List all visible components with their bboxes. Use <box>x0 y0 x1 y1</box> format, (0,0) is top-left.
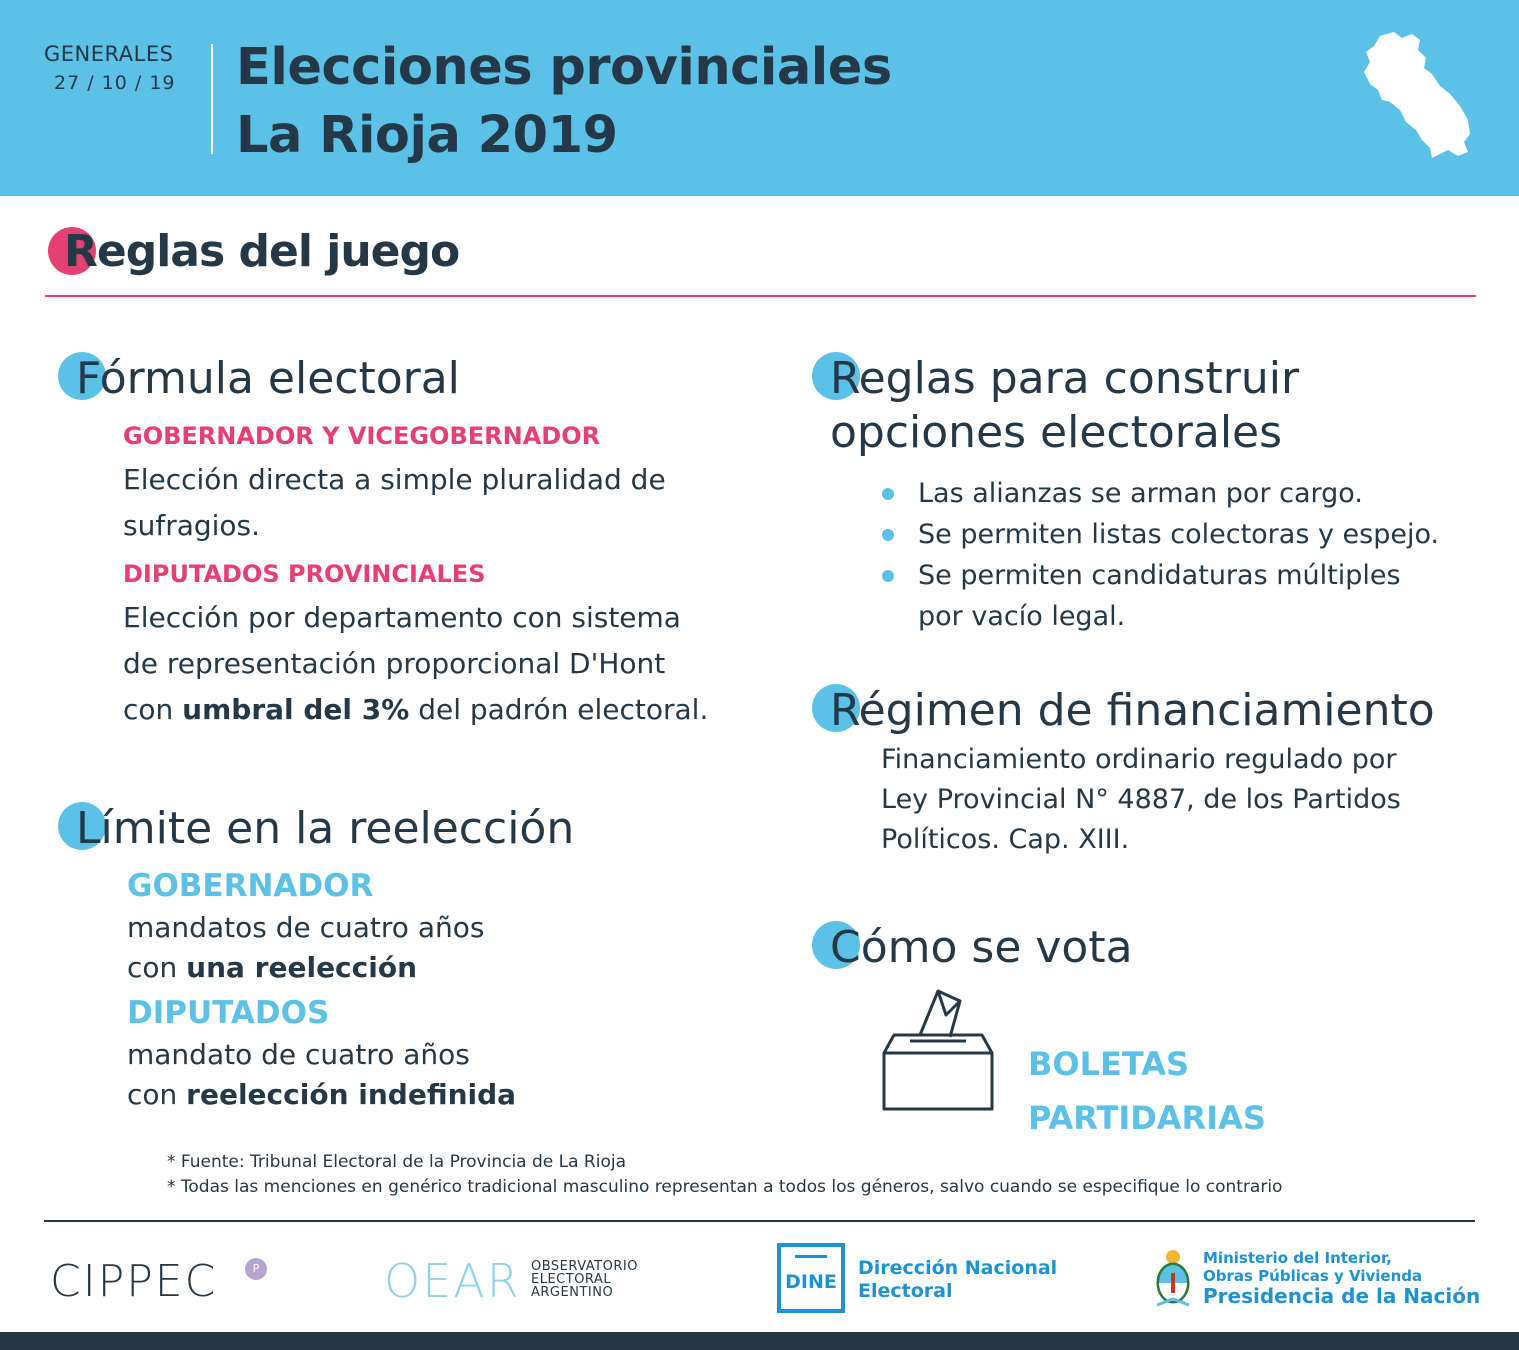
reelection-deputies-label: DIPUTADOS <box>127 995 330 1031</box>
page-title-line1: Elecciones provinciales <box>236 38 892 97</box>
footnote-gender: * Todas las menciones en genérico tradicional masculino representan a todos los géneros, salvo cuando se especifique lo contrario <box>167 1177 1283 1197</box>
financing-title: Régimen de financiamiento <box>830 685 1435 736</box>
list-item-continuation: por vacío legal. <box>918 601 1126 632</box>
rules-heading: Reglas del juego <box>64 226 460 277</box>
reelection-governor-line1: mandatos de cuatro años <box>127 911 485 944</box>
formula-deputies-line2: de representación proporcional D'Hont <box>123 647 666 680</box>
dine-logo: DINE <box>777 1243 845 1313</box>
oear-logo: OEAR <box>384 1254 521 1308</box>
footer-band <box>0 1332 1519 1350</box>
page-title-line2: La Rioja 2019 <box>236 106 618 165</box>
financing-line2: Ley Provincial N° 4887, de los Partidos <box>881 784 1401 815</box>
heading-divider <box>45 295 1476 297</box>
reelection-deputies-line2: con reelección indefinida <box>127 1078 517 1111</box>
options-title-line1: Reglas para construir <box>830 353 1300 404</box>
financing-line1: Financiamiento ordinario regulado por <box>881 744 1397 775</box>
formula-governor-label: GOBERNADOR Y VICEGOBERNADOR <box>123 422 601 450</box>
threshold-highlight: umbral del 3% <box>182 693 410 726</box>
formula-title: Fórmula electoral <box>76 353 460 404</box>
options-title-line2: opciones electorales <box>830 407 1283 458</box>
reelection-title: Límite en la reelección <box>76 803 575 854</box>
reelection-governor-label: GOBERNADOR <box>127 868 374 904</box>
list-item: Se permiten listas colectoras y espejo. <box>880 514 1500 555</box>
bullet-icon <box>882 529 894 541</box>
footnote-source: * Fuente: Tribunal Electoral de la Provincia de La Rioja <box>167 1152 627 1172</box>
cippec-badge-icon: P <box>245 1258 267 1280</box>
national-coat-of-arms-icon <box>1151 1247 1195 1309</box>
oear-logo-subtitle: OBSERVATORIO ELECTORAL ARGENTINO <box>531 1259 638 1300</box>
list-item: Las alianzas se arman por cargo. <box>880 473 1500 514</box>
formula-deputies-label: DIPUTADOS PROVINCIALES <box>123 560 486 588</box>
dine-logo-bar <box>795 1255 827 1258</box>
footer-divider <box>44 1220 1475 1222</box>
ballot-box-icon <box>880 985 1000 1113</box>
la-rioja-map-icon <box>1360 28 1475 160</box>
cippec-logo: CIPPEC <box>50 1256 218 1307</box>
dine-name: Dirección Nacional Electoral <box>858 1257 1058 1302</box>
election-type: GENERALES <box>44 42 174 66</box>
header-banner <box>0 0 1519 196</box>
voting-method: BOLETAS PARTIDARIAS <box>1028 1045 1266 1137</box>
bullet-icon <box>882 570 894 582</box>
formula-governor-line1: Elección directa a simple pluralidad de <box>123 463 666 496</box>
financing-line3: Políticos. Cap. XIII. <box>881 824 1130 855</box>
formula-deputies-line1: Elección por departamento con sistema <box>123 601 681 634</box>
bullet-icon <box>882 488 894 500</box>
formula-deputies-line3: con umbral del 3% del padrón electoral. <box>123 693 709 726</box>
election-date: 27 / 10 / 19 <box>54 72 176 94</box>
reelection-deputies-line1: mandato de cuatro años <box>127 1038 470 1071</box>
header-divider <box>211 44 213 154</box>
ministry-line2: Obras Públicas y Vivienda <box>1203 1267 1423 1285</box>
options-list <box>880 473 1500 637</box>
presidency-label: Presidencia de la Nación <box>1203 1284 1481 1308</box>
voting-title: Cómo se vota <box>830 922 1133 973</box>
formula-governor-line2: sufragios. <box>123 509 261 542</box>
ministry-line1: Ministerio del Interior, <box>1203 1249 1392 1267</box>
list-item: Se permiten candidaturas múltiples <box>880 555 1500 596</box>
reelection-governor-line2: con una reelección <box>127 951 418 984</box>
